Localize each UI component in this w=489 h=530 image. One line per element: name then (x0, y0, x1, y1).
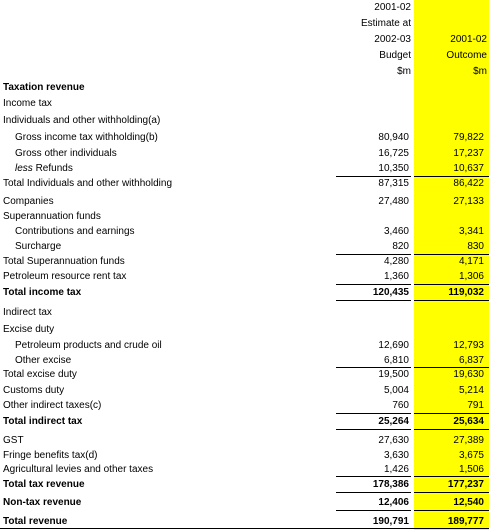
outcome-value: 1,306 (458, 271, 484, 282)
row-label: Total revenue (3, 516, 68, 527)
outcome-value: 86,422 (453, 178, 484, 189)
row-label: Individuals and other withholding(a) (3, 115, 161, 126)
table-row (0, 194, 489, 209)
grand-total-row (0, 514, 489, 529)
budget-value: 4,280 (383, 256, 409, 267)
outcome-value: 3,675 (458, 450, 484, 461)
total-rule (336, 492, 411, 493)
outcome-value: 5,214 (458, 385, 484, 396)
outcome-value: 830 (467, 241, 484, 252)
table-row (0, 96, 489, 111)
row-label: Total Individuals and other withholding (3, 178, 172, 189)
outcome-value: 17,237 (453, 148, 484, 159)
outcome-value: 27,133 (453, 196, 484, 207)
outcome-value: 10,637 (453, 163, 484, 174)
table-row (0, 209, 489, 224)
outcome-value: 189,777 (447, 516, 484, 527)
table-row (0, 398, 489, 413)
row-label: Contributions and earnings (15, 226, 135, 237)
row-label: Indirect tax (3, 307, 52, 318)
row-label (15, 161, 73, 176)
total-rule (414, 492, 489, 493)
header-line: 2001-02 (450, 34, 487, 45)
row-label: Income tax (3, 98, 52, 109)
row-label: Other indirect taxes(c) (3, 400, 102, 411)
budget-value: 1,360 (383, 271, 409, 282)
row-label: Agricultural levies and other taxes (3, 464, 154, 475)
row-label: Gross income tax withholding(b) (15, 132, 158, 143)
total-rule (336, 510, 411, 511)
total-rule (414, 300, 489, 301)
outcome-value: 4,171 (458, 256, 484, 267)
table-row (0, 224, 489, 239)
total-rule (414, 429, 489, 430)
budget-value: 3,630 (383, 450, 409, 461)
row-label: Excise duty (3, 324, 55, 335)
outcome-value: 27,389 (453, 435, 484, 446)
table-row (0, 146, 489, 161)
row-label: Petroleum resource rent tax (3, 271, 127, 282)
budget-value: 6,810 (383, 355, 409, 366)
table-row (0, 448, 489, 463)
row-label: Fringe benefits tax(d) (3, 450, 98, 461)
table-row (0, 269, 489, 284)
budget-value: 178,386 (372, 479, 409, 490)
outcome-value: 1,506 (458, 464, 484, 475)
header-line: Outcome (446, 50, 487, 61)
header-outcome (414, 32, 487, 80)
budget-value: 760 (392, 400, 409, 411)
header-line: 2001-02 (374, 2, 411, 13)
row-label: Total excise duty (3, 369, 77, 380)
budget-value: 820 (392, 241, 409, 252)
budget-value: 3,460 (383, 226, 409, 237)
budget-value: 87,315 (378, 178, 409, 189)
table-row (0, 113, 489, 128)
table-row (0, 239, 489, 254)
table-row (0, 353, 489, 368)
total-row (0, 495, 489, 510)
outcome-value: 6,837 (458, 355, 484, 366)
row-label: Other excise (15, 355, 72, 366)
table-row (0, 130, 489, 145)
row-label: Petroleum products and crude oil (15, 340, 162, 351)
table-bottom-rule (0, 528, 489, 529)
budget-value: 12,406 (378, 497, 409, 508)
total-row (0, 285, 489, 300)
outcome-value: 12,540 (453, 497, 484, 508)
outcome-value: 791 (467, 400, 484, 411)
budget-value: 1,426 (383, 464, 409, 475)
budget-value: 16,725 (378, 148, 409, 159)
outcome-value: 79,822 (453, 132, 484, 143)
table-row (0, 462, 489, 477)
table-row (0, 161, 489, 176)
row-label: GST (3, 435, 24, 446)
budget-value: 19,500 (378, 369, 409, 380)
budget-value: 27,480 (378, 196, 409, 207)
subtotal-row (0, 176, 489, 191)
subtotal-row (0, 254, 489, 269)
row-label: Total Superannuation funds (3, 256, 125, 267)
less-prefix: less (15, 163, 33, 174)
budget-value: 27,630 (378, 435, 409, 446)
outcome-value: 19,630 (453, 369, 484, 380)
budget-value: 80,940 (378, 132, 409, 143)
total-rule (336, 429, 411, 430)
table-row (0, 338, 489, 353)
table-row (0, 305, 489, 320)
outcome-value: 25,634 (453, 416, 484, 427)
outcome-value: 3,341 (458, 226, 484, 237)
total-rule (414, 510, 489, 511)
total-row (0, 414, 489, 429)
table-row (0, 322, 489, 337)
budget-value: 5,004 (383, 385, 409, 396)
header-budget-estimate (336, 0, 411, 80)
row-label: Companies (3, 196, 54, 207)
budget-value: 25,264 (378, 416, 409, 427)
header-line: Estimate at (360, 18, 411, 29)
budget-value: 12,690 (378, 340, 409, 351)
budget-value: 190,791 (372, 516, 409, 527)
row-label: Total income tax (3, 287, 82, 298)
budget-value: 10,350 (378, 163, 409, 174)
row-label: Surcharge (15, 241, 62, 252)
outcome-value: 177,237 (447, 479, 484, 490)
outcome-value: 12,793 (453, 340, 484, 351)
row-label: Customs duty (3, 385, 65, 396)
total-row (0, 477, 489, 492)
row-label: Gross other individuals (15, 148, 117, 159)
header-line: 2002-03 (374, 34, 411, 45)
subtotal-row (0, 367, 489, 382)
table-row (0, 433, 489, 448)
row-label: Superannuation funds (3, 211, 101, 222)
total-rule (336, 300, 411, 301)
header-line: $m (397, 66, 411, 77)
row-label: Non-tax revenue (3, 497, 82, 508)
header-line: Budget (379, 50, 411, 61)
header-line: $m (473, 66, 487, 77)
section-heading (0, 80, 489, 95)
row-label: Total indirect tax (3, 416, 83, 427)
row-label: Total tax revenue (3, 479, 85, 490)
outcome-value: 119,032 (448, 287, 484, 298)
row-label-text: Refunds (35, 163, 73, 174)
budget-value: 120,435 (372, 287, 409, 298)
table-row (0, 383, 489, 398)
row-label: Taxation revenue (3, 82, 85, 93)
